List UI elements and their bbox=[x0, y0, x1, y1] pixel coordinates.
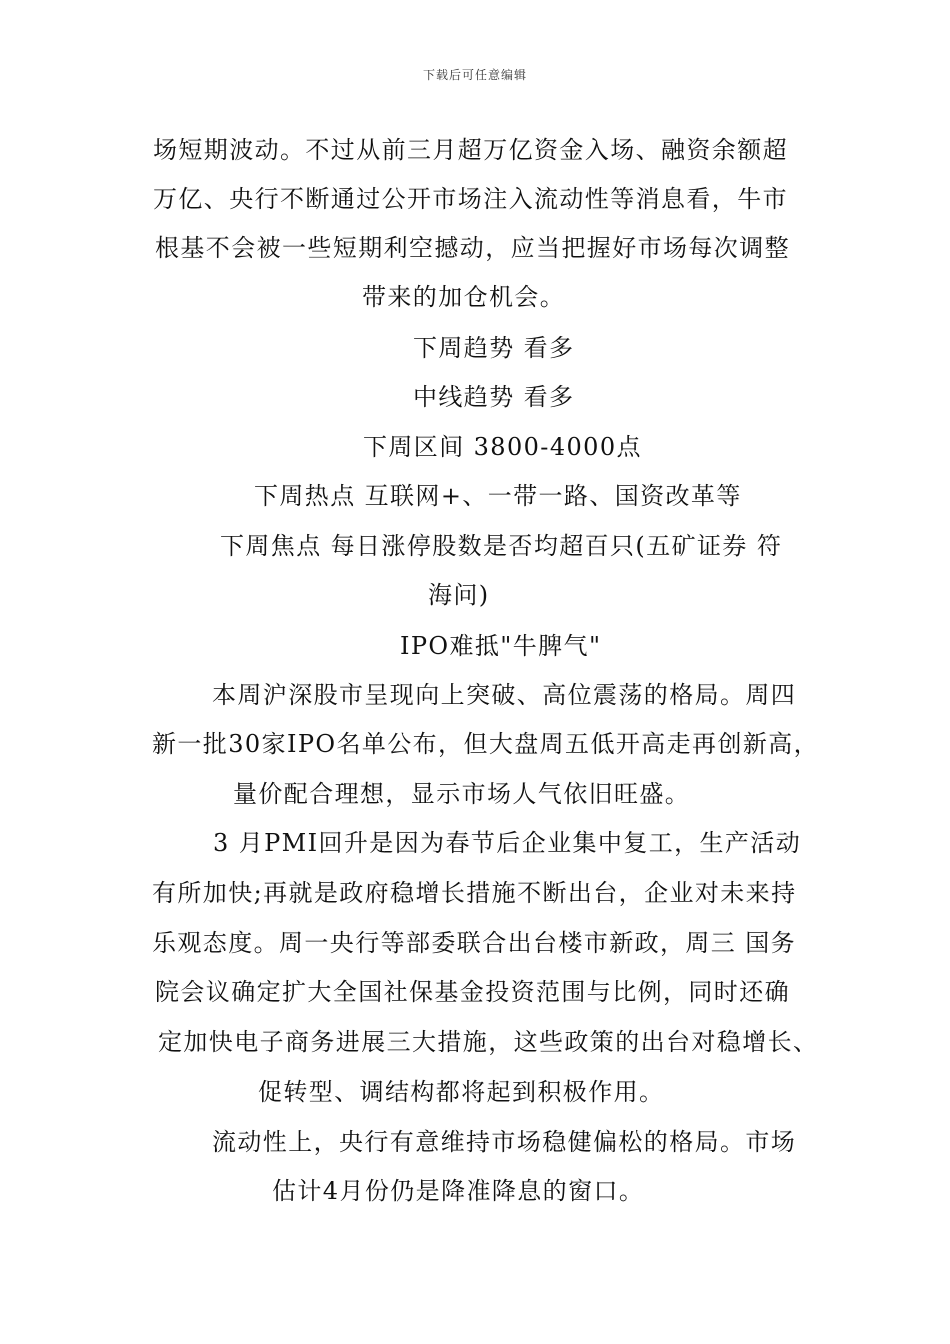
body-line-12: 本周沪深股市呈现向上突破、高位震荡的格局。周四 bbox=[212, 681, 797, 709]
body-line-19: 定加快电子商务进展三大措施，这些政策的出台对稳增长、 bbox=[158, 1028, 819, 1056]
page-header: 下载后可任意编辑 bbox=[422, 68, 527, 82]
body-line-6: 中线趋势 看多 bbox=[413, 383, 575, 411]
body-line-11: IPO难抵"牛脾气" bbox=[400, 632, 602, 660]
body-line-5: 下周趋势 看多 bbox=[413, 334, 575, 362]
body-line-10: 海问) bbox=[428, 581, 490, 609]
body-line-2: 万亿、央行不断通过公开市场注入流动性等消息看，牛市 bbox=[153, 185, 788, 213]
body-line-7: 下周区间 3800-4000点 bbox=[363, 433, 642, 461]
body-line-9: 下周焦点 每日涨停股数是否均超百只(五矿证券 符 bbox=[220, 532, 783, 560]
body-line-15: 3 月PMI回升是因为春节后企业集中复工，生产活动 bbox=[213, 829, 802, 857]
body-line-17: 乐观态度。周一央行等部委联合出台楼市新政，周三 国务 bbox=[152, 929, 797, 957]
body-line-1: 场短期波动。不过从前三月超万亿资金入场、融资余额超 bbox=[153, 136, 788, 164]
body-line-21: 流动性上，央行有意维持市场稳健偏松的格局。市场 bbox=[212, 1128, 797, 1156]
body-line-20: 促转型、调结构都将起到积极作用。 bbox=[258, 1078, 665, 1106]
body-line-3: 根基不会被一些短期利空撼动，应当把握好市场每次调整 bbox=[155, 234, 790, 262]
body-line-8: 下周热点 互联网+、一带一路、国资改革等 bbox=[254, 482, 742, 510]
body-line-18: 院会议确定扩大全国社保基金投资范围与比例，同时还确 bbox=[155, 978, 790, 1006]
body-line-14: 量价配合理想，显示市场人气依旧旺盛。 bbox=[233, 780, 691, 808]
body-line-22: 估计4月份仍是降准降息的窗口。 bbox=[272, 1177, 645, 1205]
body-line-4: 带来的加仓机会。 bbox=[362, 283, 566, 311]
body-line-16: 有所加快;再就是政府稳增长措施不断出台，企业对未来持 bbox=[152, 879, 797, 907]
body-line-13: 新一批30家IPO名单公布，但大盘周五低开高走再创新高， bbox=[152, 730, 820, 758]
